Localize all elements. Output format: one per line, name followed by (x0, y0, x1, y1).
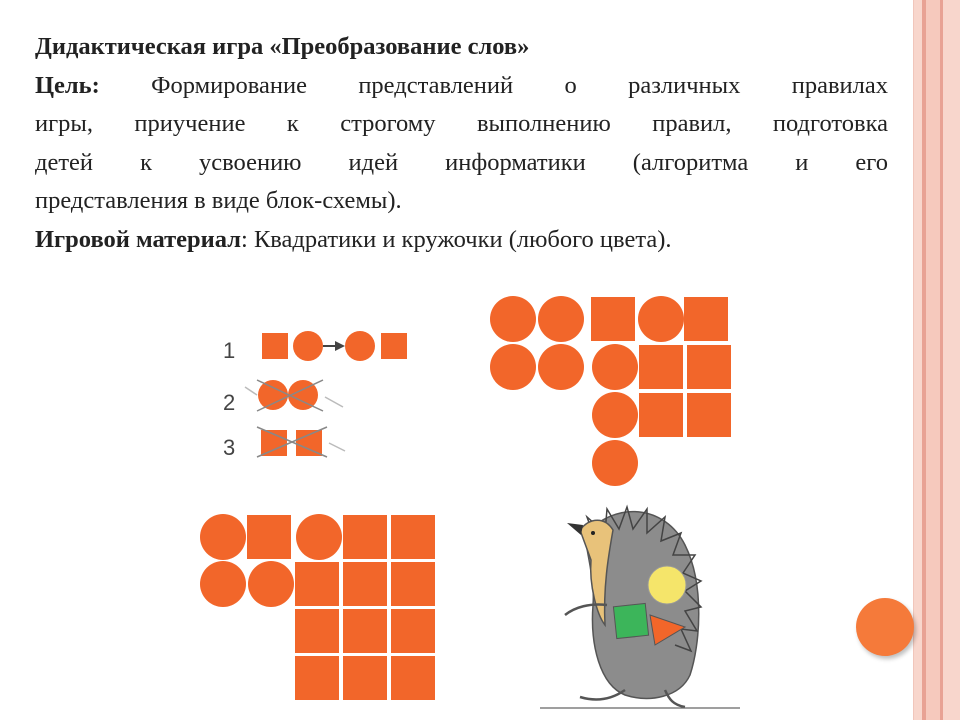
circle-shape (592, 344, 638, 390)
circle-shape (538, 296, 584, 342)
square-shape (295, 609, 339, 653)
square-shape (639, 345, 683, 389)
circle-shape (293, 331, 323, 361)
square-shape (343, 656, 387, 700)
circle-shape (538, 344, 584, 390)
circle-shape (296, 514, 342, 560)
square-shape (687, 393, 731, 437)
hedgehog-illustration (540, 507, 740, 708)
square-shape (391, 609, 435, 653)
arrow-head (335, 341, 345, 351)
square-shape (687, 345, 731, 389)
slide-text (35, 28, 888, 259)
material-line (35, 221, 888, 260)
slide-title: Дидактическая игра «Преобразование слов» (35, 33, 530, 60)
rule-number-3: 3 (223, 435, 236, 460)
circle-shape (592, 392, 638, 438)
rules-diagram (223, 331, 407, 460)
circle-shape (248, 561, 294, 607)
circle-shape (258, 380, 288, 410)
decorative-stripes (914, 0, 960, 720)
square-shape (391, 515, 435, 559)
circle-shape (345, 331, 375, 361)
material-text: : Квадратики и кружочки (любого цвета). (241, 225, 672, 253)
goal-line-2: игры, приучение к строгому выполнению правил, подготовка (35, 110, 888, 137)
goal-text-1: Формирование представлений о различных правилах (151, 71, 888, 99)
square-shape (247, 515, 291, 559)
circle-shape (638, 296, 684, 342)
circle-shape (592, 440, 638, 486)
next-slide-button[interactable] (856, 598, 914, 656)
goal-line-3: детей к усвоению идей информатики (алгоритма и его (35, 148, 888, 176)
rule-number-1: 1 (223, 338, 236, 363)
goal-line-1 (35, 67, 888, 106)
goal-label: Цель: (35, 71, 100, 99)
rule-number-2: 2 (223, 390, 236, 415)
circle-shape (200, 514, 246, 560)
square-shape (262, 333, 288, 359)
goal-line-4: представления в виде блок-схемы). (35, 187, 402, 214)
material-label: Игровой материал (35, 225, 242, 253)
square-shape (639, 393, 683, 437)
square-shape (391, 656, 435, 700)
square-shape (381, 333, 407, 359)
circle-shape (490, 296, 536, 342)
game-illustration (195, 285, 740, 710)
square-shape (343, 562, 387, 606)
square-shape (295, 656, 339, 700)
circle-shape (490, 344, 536, 390)
square-shape (391, 562, 435, 606)
square-shape (684, 297, 728, 341)
square-shape (343, 515, 387, 559)
square-shape (295, 562, 339, 606)
shapes-grid-bottom-left (200, 514, 435, 700)
circle-shape (200, 561, 246, 607)
shapes-grid-top-right (490, 296, 731, 486)
square-shape (591, 297, 635, 341)
square-shape (343, 609, 387, 653)
